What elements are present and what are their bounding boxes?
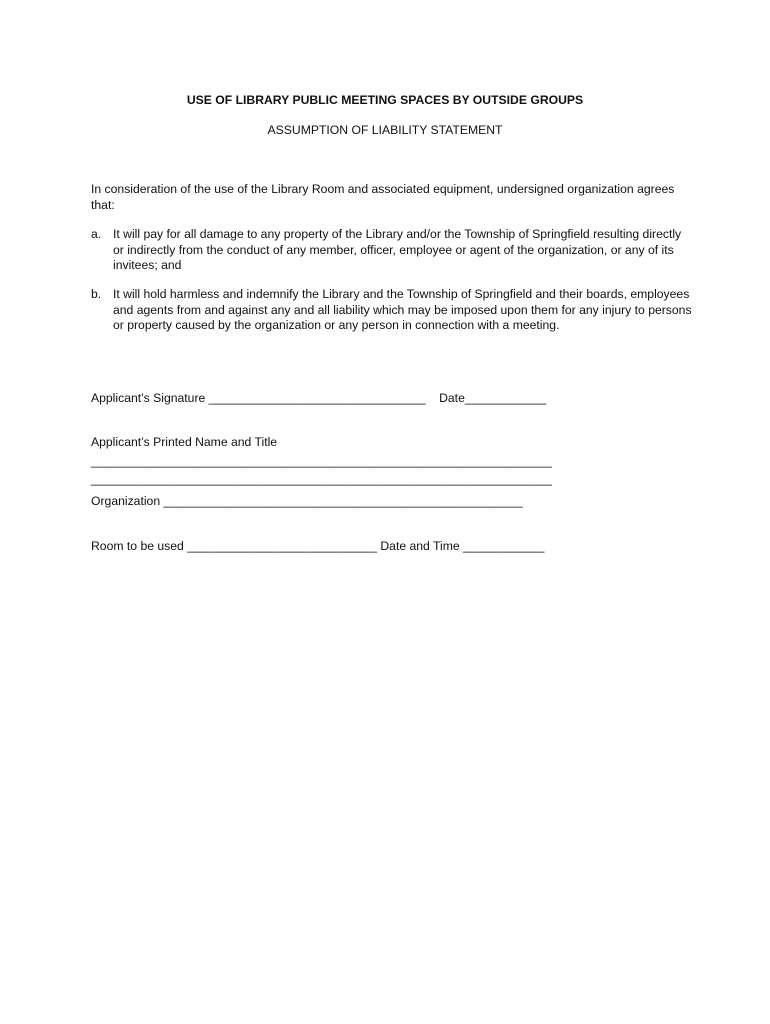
- list-item-text: It will pay for all damage to any property of the Library and/or the Township of Springfield resulting directly or indirectly from the conduct of any member, officer, employee or agent of the organization, or any of its invitees; and: [113, 227, 682, 272]
- room-date-field[interactable]: Room to be used ____________________________ Date and Time ____________: [91, 539, 545, 553]
- printed-name-label: Applicant’s Printed Name and Title: [91, 435, 278, 449]
- signature-field[interactable]: Applicant’s Signature ________________________________ Date____________: [91, 391, 547, 405]
- list-item-text: It will hold harmless and indemnify the Library and the Township of Springfield and their boards, employees and agents from and against any and all liability which may be imposed upon them for any injury to persons or property caused by the organization or any person in connection with a meeting.: [113, 287, 692, 332]
- list-item-marker: b.: [91, 287, 102, 301]
- title-field[interactable]: ____________________________________________________________________: [91, 472, 552, 486]
- printed-name-field[interactable]: ____________________________________________________________________: [91, 454, 552, 468]
- document-title: USE OF LIBRARY PUBLIC MEETING SPACES BY OUTSIDE GROUPS: [186, 93, 584, 107]
- intro-paragraph: In consideration of the use of the Library Room and associated equipment, undersigned organization agrees that:: [91, 182, 675, 212]
- organization-field[interactable]: Organization _____________________________________________________: [91, 494, 523, 508]
- list-item-marker: a.: [91, 227, 102, 241]
- document-subtitle: ASSUMPTION OF LIABILITY STATEMENT: [267, 123, 503, 137]
